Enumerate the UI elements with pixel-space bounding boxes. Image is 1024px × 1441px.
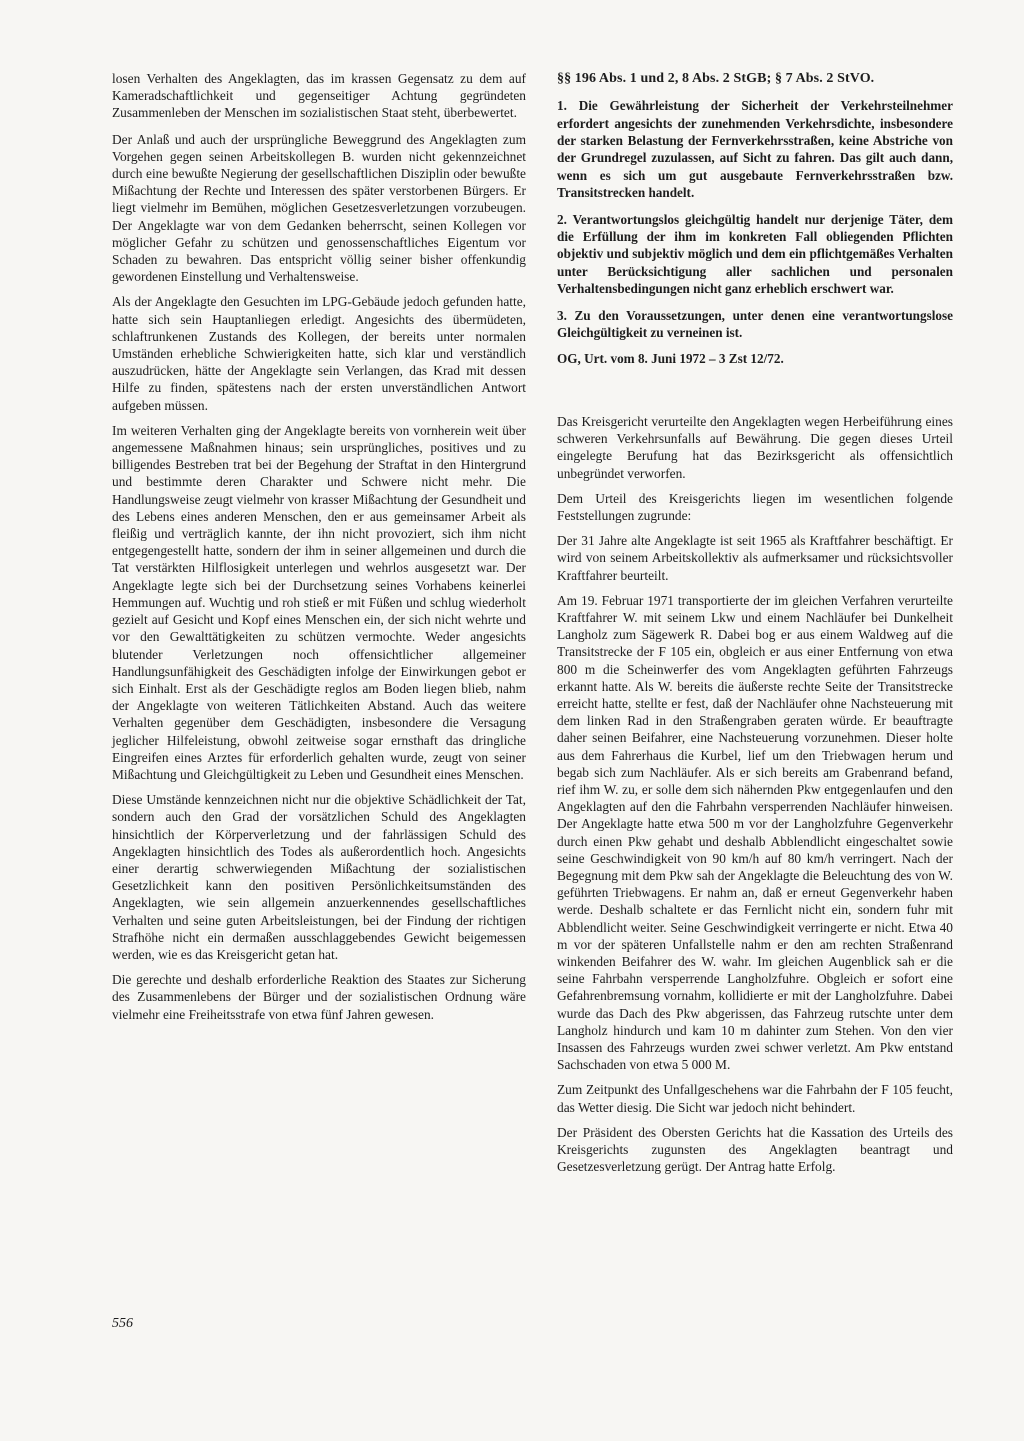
left-paragraph-1: losen Verhalten des Angeklagten, das im krassen Gegensatz zu dem auf Kameradschaftlichkeit und gegenseitiger Achtung gegründeten Zusammenleben der Menschen im sozialistischen Staat steht, überbewertet.	[112, 71, 526, 121]
statute-reference: §§ 196 Abs. 1 und 2, 8 Abs. 2 StGB; § 7 Abs. 2 StVO.	[557, 71, 875, 86]
right-paragraph-1: Das Kreisgericht verurteilte den Angeklagten wegen Herbeiführung eines schweren Verkehrsunfalls auf Bewährung. Die gegen dieses Urteil eingelegte Berufung hat das Bezirksgericht als offensichtlich unbegründet verworfen.	[557, 413, 953, 481]
right-paragraph-4: Am 19. Februar 1971 transportierte der im gleichen Verfahren verurteilte Kraftfahrer W. mit seinem Lkw und einem Nachläufer bei Dunkelheit Langholz zum Sägewerk R. Dabei bog er aus einem Waldweg auf die Transitstrecke der F 105 ein, obgleich er aus einer Entfernung von etwa 800 m die Scheinwerfer des vom Angeklagten geführten Fahrzeugs erkannt hatte. Als W. bereits die äußerste rechte Seite der Transitstrecke erreicht hatte, stellte er fest, daß der Nachläufer ohne Nachsteuerung mit dem linken Rad in den Straßengraben geraten würde. Er beauftragte daher seinen Beifahrer, eine Nachsteuerung vorzunehmen. Dieser holte aus dem Fahrerhaus die Kurbel, lief um den Triebwagen herum und begab sich zum Nachläufer. Als er sich bereits am Grabenrand befand, rief ihm W. zu, er solle dem sich nähernden Pkw entgegenlaufen und den Angeklagten auf den die Fahrbahn versperrenden Nachläufer hinweisen. Der Angeklagte hatte etwa 500 m vor der Langholzfuhre Gegenverkehr durch einen Pkw gehabt und deshalb Abblendlicht eingeschaltet sowie seine Geschwindigkeit von 90 km/h auf 80 km/h verringert. Nach der Begegnung mit dem Pkw sah der Angeklagte die Beleuchtung des von W. geführten Triebwagens. Er nahm an, daß er erneut Gegenverkehr haben werde. Deshalb schaltete er das Fernlicht nicht ein, sondern fuhr mit Abblendlicht weiter. Seine Geschwindigkeit verringerte er nicht. Etwa 40 m vor der späteren Unfallstelle nahm er den am rechten Straßenrand winkenden Beifahrer des W. wahr. Im gleichen Augenblick sah er die seine Fahrbahn versperrende Langholzfuhre. Obgleich er sofort eine Gefahrenbremsung vornahm, kollidierte er mit der Langholzfuhre. Dabei wurde das Dach des Pkw abgerissen, das Fahrzeug rutschte unter dem Langholz hindurch und kam 10 m dahinter zum Stehen. Von den vier Insassen des Fahrzeugs wurden zwei schwer verletzt. Am Pkw entstand Sachschaden von etwa 5 000 M.	[557, 592, 953, 1073]
headnote-point-1: 1. Die Gewährleistung der Sicherheit der Verkehrsteilnehmer erfordert angesichts der zunehmenden Verkehrsdichte, insbesondere der starken Belastung der Fernverkehrsstraßen, keine Abstriche von der Grundregel zuzulassen, auf Sicht zu fahren. Das gilt auch dann, wenn es sich um gut ausgebaute Fernverkehrsstraßen bzw. Transitstrecken handelt.	[557, 98, 953, 201]
headnote-point-2: 2. Verantwortungslos gleichgültig handelt nur derjenige Täter, dem die Erfüllung der ihm im konkreten Fall obliegenden Pflichten objektiv und subjektiv möglich und dem ein pflichtgemäßes Verhalten unter Berücksichtigung aller sachlichen und personalen Verhaltensbedingungen nicht ganz erheblich erschwert war.	[557, 211, 953, 297]
right-paragraph-6: Der Präsident des Obersten Gerichts hat die Kassation des Urteils des Kreisgerichts zugunsten des Angeklagten beantragt und Gesetzesverletzung gerügt. Der Antrag hatte Erfolg.	[557, 1124, 953, 1175]
right-paragraph-5: Zum Zeitpunkt des Unfallgeschehens war die Fahrbahn der F 105 feucht, das Wetter diesig. Die Sicht war jedoch nicht behindert.	[557, 1082, 953, 1115]
page-number: 556	[112, 1316, 133, 1331]
right-paragraph-2: Dem Urteil des Kreisgerichts liegen im wesentlichen folgende Feststellungen zugrunde:	[557, 490, 953, 523]
headnote-point-3: 3. Zu den Voraussetzungen, unter denen eine verantwortungslose Gleichgültigkeit zu verneinen ist.	[557, 307, 953, 341]
left-paragraph-2: Der Anlaß und auch der ursprüngliche Beweggrund des Angeklagten zum Vorgehen gegen seinen Arbeitskollegen B. wurden nicht gekennzeichnet durch eine bewußte Negierung der gesellschaftlichen Disziplin oder bewußte Mißachtung der Rechte und Interessen des später verstorbenen Bürgers. Er liegt vielmehr im Bemühen, möglichen Gesetzesverletzungen vorzubeugen. Der Angeklagte war von dem Gedanken beherrscht, seinen Kollegen vor möglicher Gefahr zu schützen und genossenschaftliches Eigentum vor Schaden zu bewahren. Das entspricht völlig seiner bisher offenkundig gewordenen Einstellung und Verhaltensweise.	[112, 131, 526, 285]
right-paragraph-3: Der 31 Jahre alte Angeklagte ist seit 1965 als Kraftfahrer beschäftigt. Er wird von seinem Arbeitskollektiv als aufmerksamer und rücksichtsvoller Kraftfahrer beurteilt.	[557, 533, 953, 583]
left-paragraph-3: Als der Angeklagte den Gesuchten im LPG-Gebäude jedoch gefunden hatte, hatte sich sein Hauptanliegen erledigt. Angesichts des übermüdeten, schlaftrunkenen Zustands des Kollegen, der bereits unter normalen Umständen erhebliche Schwierigkeiten hatte, sich klar und verständlich auszudrücken, hätte der Angeklagte sein Verlangen, das Krad mit dessen Hilfe zu finden, spätestens nach der ersten unverständlichen Antwort aufgeben müssen.	[112, 294, 526, 413]
left-column	[112, 70, 526, 1031]
left-paragraph-4: Im weiteren Verhalten ging der Angeklagte bereits von vornherein weit über angemessene Maßnahmen hinaus; sein ursprüngliches, positives und zu billigendes Bestreben trat bei der Begehung der Straftat in den Hintergrund und bestimmte deren Charakter und Schwere nicht mehr. Die Handlungsweise zeugt vielmehr von krasser Mißachtung der Gesundheit und des Lebens eines anderen Menschen, den er aus gemeinsamer Arbeit als fleißig und verträglich kannte, der ihn nicht provoziert, sich ihm nicht entgegengestellt hatte, sondern der ihm in seiner allgemeinen und durch die Tat verstärkten Hilflosigkeit unterlegen und wehrlos ausgesetzt war. Der Angeklagte legte sich bei der Durchsetzung seines Vorhabens keinerlei Hemmungen auf. Wuchtig und roh stieß er mit Füßen und schlug wiederholt gezielt auf Gesicht und Kopf eines Menschen ein, der sich nicht wehrte und vor den Gewalttätigkeiten zu schützen vermochte. Weder angesichts blutender Verletzungen noch offensichtlicher allgemeiner Handlungsunfähigkeit des Geschädigten infolge der Einwirkungen gebot er sich Einhalt. Erst als der Geschädigte reglos am Boden liegen blieb, nahm der Angeklagte von weiteren Tätlichkeiten Abstand. Auch das weitere Verhalten gegenüber dem Geschädigten, insbesondere die Versagung jeglicher Hilfeleistung, obwohl zeitweise sogar ernsthaft das dringliche Eingreifen eines Arztes für erforderlich gehalten wurde, zeugt von seiner Mißachtung und Gleichgültigkeit zu Leben und Gesundheit eines Menschen.	[112, 422, 526, 782]
court-citation: OG, Urt. vom 8. Juni 1972 – 3 Zst 12/72.	[557, 351, 784, 367]
right-column	[557, 70, 953, 1183]
left-paragraph-5: Diese Umstände kennzeichnen nicht nur die objektive Schädlichkeit der Tat, sondern auch den Grad der vorsätzlichen Schuld des Angeklagten hinsichtlich der Körperverletzung und der fahrlässigen Schuld des Angeklagten hinsichtlich des Todes als außerordentlich hoch. Angesichts einer derartig schwerwiegenden Mißachtung der sozialistischen Gesetzlichkeit kann den positiven Persönlichkeitsumständen des Angeklagten, wie sein allgemein anzuerkennendes gesellschaftliches Verhalten und seine guten Arbeitsleistungen, bei der Findung der richtigen Strafhöhe nicht ein dermaßen ausschlaggebendes Gewicht beigemessen werden, wie es das Kreisgericht getan hat.	[112, 792, 526, 962]
left-paragraph-6: Die gerechte und deshalb erforderliche Reaktion des Staates zur Sicherung des Zusammenlebens der Bürger und der sozialistischen Ordnung wäre vielmehr eine Freiheitsstrafe von etwa fünf Jahren gewesen.	[112, 972, 526, 1022]
judgment-body	[557, 413, 953, 1176]
headnote	[557, 70, 953, 368]
section-gap	[557, 377, 953, 413]
